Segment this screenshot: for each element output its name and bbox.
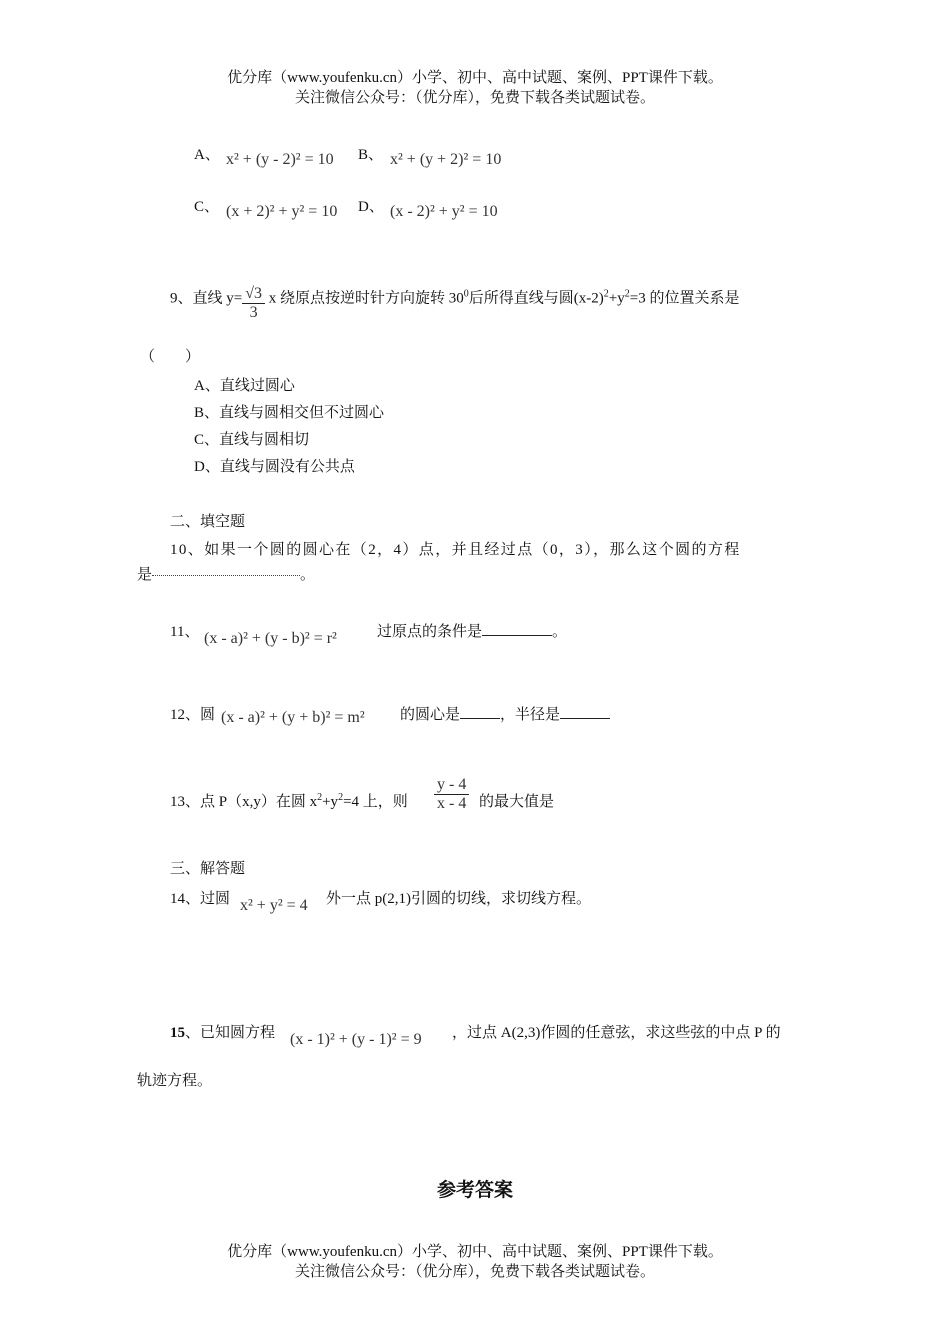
q13-frac-den: x - 4	[437, 795, 467, 813]
section-fill-blank-title: 二、填空题	[170, 514, 246, 530]
q8-option-a-label: A、	[194, 147, 220, 163]
q13-square-1: 2	[317, 792, 323, 803]
q11-expr: (x - a)² + (y - b)² = r²	[204, 630, 337, 647]
q10-answer-blank[interactable]	[152, 574, 300, 576]
q9-frac-num: √3	[242, 285, 265, 304]
answers-title: 参考答案	[436, 1179, 513, 1201]
q9-fraction	[242, 285, 265, 323]
q8-option-d-expr: (x - 2)² + y² = 10	[390, 203, 498, 220]
q13-prefix: 13、点 P（x,y）在圆 x	[170, 794, 318, 810]
q12-center-blank[interactable]	[460, 718, 500, 719]
q13-square-2: 2	[338, 792, 344, 803]
q9-text-end: =3 的位置关系是	[629, 290, 740, 307]
q11-condition-text: 过原点的条件是	[377, 624, 483, 640]
q9-option-a: A、直线过圆心	[194, 378, 295, 394]
q9-option-b: B、直线与圆相交但不过圆心	[194, 405, 385, 421]
q14-text: 外一点 p(2,1)引圆的切线，求切线方程。	[326, 891, 591, 907]
q11-answer-blank[interactable]	[482, 635, 552, 636]
footer-line-1: 优分库（www.youfenku.cn）小学、初中、高中试题、案例、PPT课件下载。	[227, 1244, 723, 1260]
q9-square-2: 2	[624, 288, 630, 300]
q9-frac-den: 3	[249, 304, 258, 322]
q13-frac-num: y - 4	[434, 776, 469, 795]
q10-line-1: 10、如果一个圆的圆心在（2，4）点，并且经过点（0，3），那么这个圆的方程	[170, 542, 741, 558]
q13-text: =4 上，则	[343, 794, 408, 810]
q8-option-d-label: D、	[358, 199, 384, 215]
q8-option-b-label: B、	[358, 147, 384, 163]
q10-line-2	[137, 563, 315, 584]
q9-square-1: 2	[603, 288, 609, 300]
q12-text	[400, 703, 610, 724]
q8-option-c-expr: (x + 2)² + y² = 10	[226, 203, 338, 220]
q9-text-mid3: +y	[608, 290, 625, 307]
q14-expr: x² + y² = 4	[240, 897, 308, 914]
q11-end: 。	[552, 624, 568, 640]
q15-expr: (x - 1)² + (y - 1)² = 9	[290, 1031, 422, 1048]
q15-line-2: 轨迹方程。	[137, 1073, 213, 1089]
q13-fraction	[434, 776, 469, 814]
q9-answer-paren: （ ）	[140, 349, 201, 365]
q15-prefix: 、已知圆方程	[185, 1025, 276, 1041]
q11-number: 11、	[170, 624, 200, 640]
q9-prefix: 9、直线 y=	[170, 290, 243, 307]
q9-option-c: C、直线与圆相切	[194, 432, 310, 448]
q9-stem	[170, 285, 739, 323]
q9-option-d: D、直线与圆没有公共点	[194, 459, 355, 475]
q11-text	[377, 620, 567, 641]
q12-radius-blank[interactable]	[560, 718, 610, 719]
q15-prefix-group	[170, 1021, 275, 1042]
q13-mid: +y	[322, 794, 339, 810]
q14-prefix: 14、过圆	[170, 891, 231, 907]
q12-radius-text: ，半径是	[500, 707, 561, 723]
q13-end: 的最大值是	[479, 794, 555, 810]
header-line-1: 优分库（www.youfenku.cn）小学、初中、高中试题、案例、PPT课件下载。	[227, 70, 723, 86]
q10-prefix: 是	[137, 567, 153, 583]
footer-line-2: 关注微信公众号：（优分库），免费下载各类试题试卷。	[294, 1264, 655, 1280]
q8-option-b-expr: x² + (y + 2)² = 10	[390, 151, 502, 168]
q12-expr: (x - a)² + (y + b)² = m²	[221, 709, 365, 726]
section-solve-title: 三、解答题	[170, 861, 246, 877]
q9-text-mid: x 绕原点按逆时针方向旋转 30	[265, 290, 464, 307]
q15-number: 15	[170, 1025, 185, 1041]
q9-degree: 0	[463, 288, 469, 300]
q15-text: ，过点 A(2,3)作圆的任意弦，求这些弦的中点 P 的	[452, 1025, 781, 1041]
q12-prefix: 12、圆	[170, 707, 216, 723]
q8-option-a-expr: x² + (y - 2)² = 10	[226, 151, 334, 168]
header-line-2: 关注微信公众号：（优分库），免费下载各类试题试卷。	[294, 90, 655, 106]
q9-text-mid2: 后所得直线与圆(x-2)	[468, 290, 604, 307]
q10-suffix: 。	[300, 567, 316, 583]
q8-option-c-label: C、	[194, 199, 220, 215]
q13-stem	[170, 790, 408, 811]
q12-center-text: 的圆心是	[400, 707, 461, 723]
